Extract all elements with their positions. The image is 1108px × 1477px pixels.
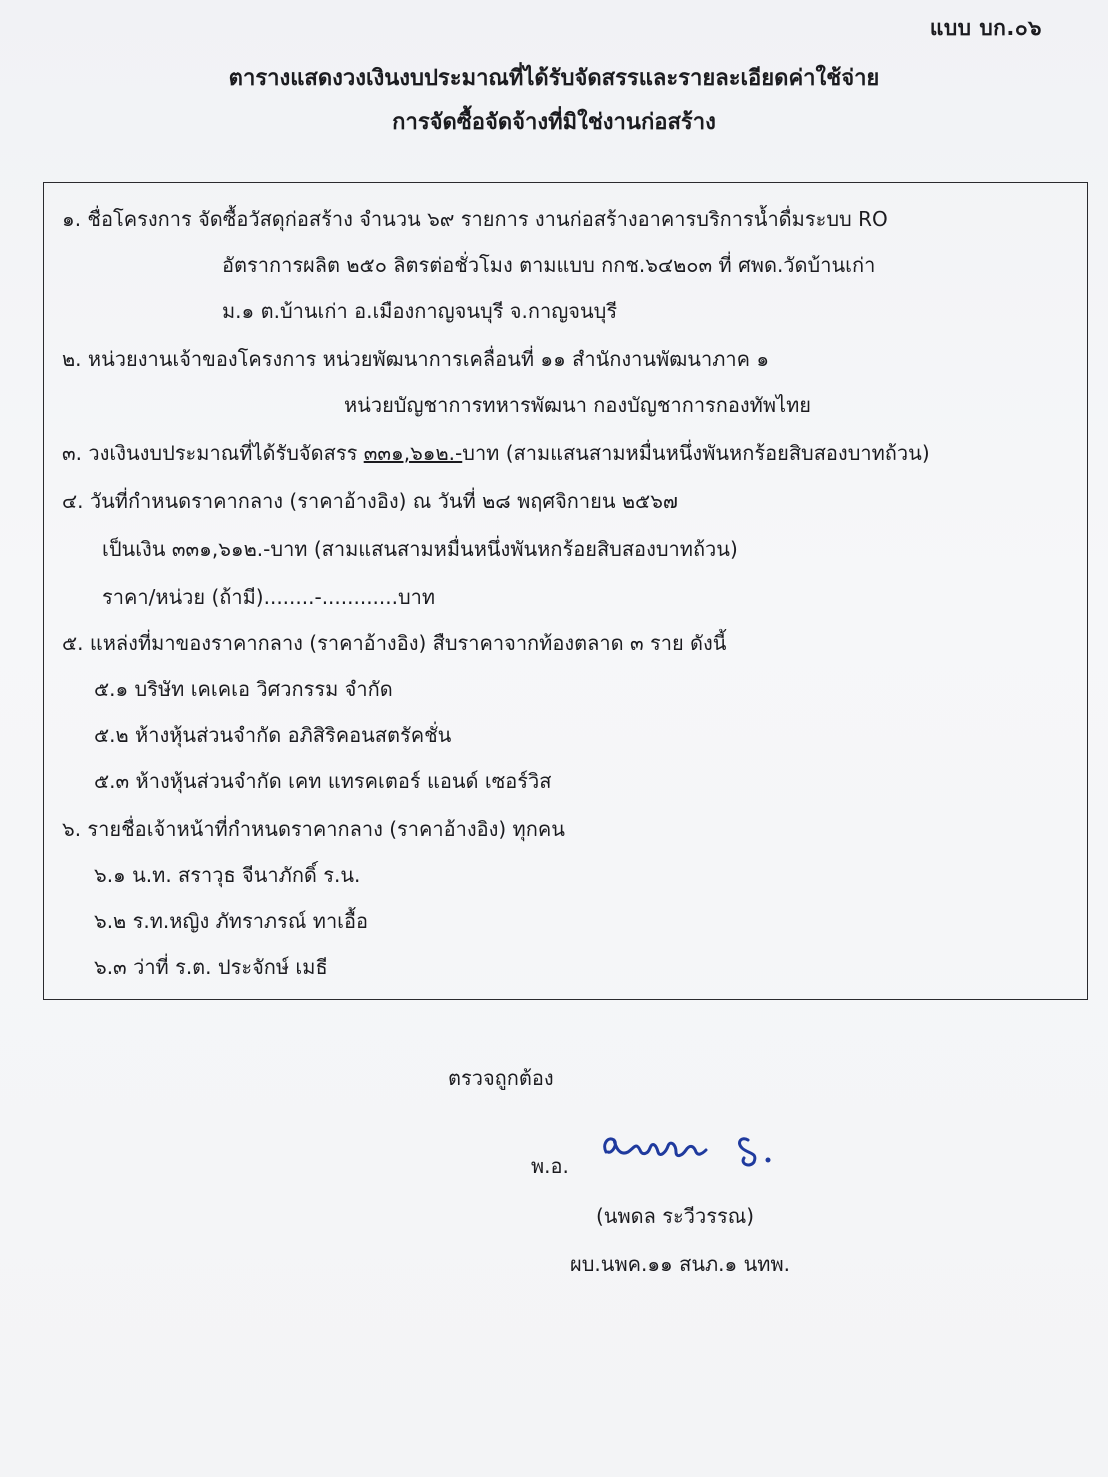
official-item: ๖.๒ ร.ท.หญิง ภัทราภรณ์ ทาเอื้อ: [94, 909, 369, 933]
reference-price-date: ๔. วันที่กำหนดราคากลาง (ราคาอ้างอิง) ณ วันที่ ๒๘ พฤศจิกายน ๒๕๖๗: [62, 489, 678, 513]
budget-suffix: บาท (สามแสนสามหมื่นหนึ่งพันหกร้อยสิบสองบาทถ้วน): [462, 441, 930, 465]
budget-line: [62, 437, 930, 469]
budget-prefix: ๓. วงเงินงบประมาณที่ได้รับจัดสรร: [62, 441, 364, 465]
details-box: [43, 182, 1088, 1000]
price-source-heading: ๕. แหล่งที่มาของราคากลาง (ราคาอ้างอิง) สืบราคาจากท้องตลาด ๓ ราย ดังนี้: [62, 631, 727, 655]
price-source-item: ๕.๓ ห้างหุ้นส่วนจำกัด เคท แทรคเตอร์ แอนด์ เซอร์วิส: [94, 769, 552, 793]
owner-agency-line1: ๒. หน่วยงานเจ้าของโครงการ หน่วยพัฒนาการเคลื่อนที่ ๑๑ สำนักงานพัฒนาภาค ๑: [62, 347, 770, 371]
signer-name: (นพดล ระวีวรรณ): [596, 1204, 755, 1228]
project-name-line1: ๑. ชื่อโครงการ จัดซื้อวัสดุก่อสร้าง จำนวน ๖๙ รายการ งานก่อสร้างอาคารบริการน้ำดื่มระบบ RO: [62, 207, 888, 231]
officials-heading: ๖. รายชื่อเจ้าหน้าที่กำหนดราคากลาง (ราคาอ้างอิง) ทุกคน: [62, 817, 565, 841]
signer-position: ผบ.นพค.๑๑ สนภ.๑ นทพ.: [570, 1252, 790, 1276]
price-source-item: ๕.๑ บริษัท เคเคเอ วิศวกรรม จำกัด: [94, 677, 393, 701]
form-code: แบบ บก.๐๖: [929, 16, 1042, 40]
project-name-line3: ม.๑ ต.บ้านเก่า อ.เมืองกาญจนบุรี จ.กาญจนบุรี: [222, 299, 618, 323]
verified-label: ตรวจถูกต้อง: [448, 1066, 554, 1090]
price-source-item: ๕.๒ ห้างหุ้นส่วนจำกัด อภิสิริคอนสตรัคชั่น: [94, 723, 452, 747]
budget-amount: ๓๓๑,๖๑๒.-: [363, 441, 463, 465]
official-item: ๖.๑ น.ท. สราวุธ จีนาภักดิ์ ร.น.: [94, 863, 361, 887]
project-name-line2: อัตราการผลิต ๒๕๐ ลิตรต่อชั่วโมง ตามแบบ กกช.๖๔๒๐๓ ที่ ศพด.วัดบ้านเก่า: [222, 253, 876, 277]
handwritten-signature: [598, 1122, 798, 1172]
reference-price-amount: เป็นเงิน ๓๓๑,๖๑๒.-บาท (สามแสนสามหมื่นหนึ่งพันหกร้อยสิบสองบาทถ้วน): [102, 537, 738, 561]
owner-agency-line2: หน่วยบัญชาการทหารพัฒนา กองบัญชาการกองทัพไทย: [344, 393, 812, 417]
unit-price-line: ราคา/หน่วย (ถ้ามี)........-............บาท: [102, 585, 436, 609]
document-title-line1: ตารางแสดงวงเงินงบประมาณที่ได้รับจัดสรรและรายละเอียดค่าใช้จ่าย: [228, 66, 880, 91]
signer-rank: พ.อ.: [531, 1154, 569, 1178]
official-item: ๖.๓ ว่าที่ ร.ต. ประจักษ์ เมธี: [94, 955, 328, 979]
document-title-line2: การจัดซื้อจัดจ้างที่มิใช่งานก่อสร้าง: [392, 110, 716, 135]
